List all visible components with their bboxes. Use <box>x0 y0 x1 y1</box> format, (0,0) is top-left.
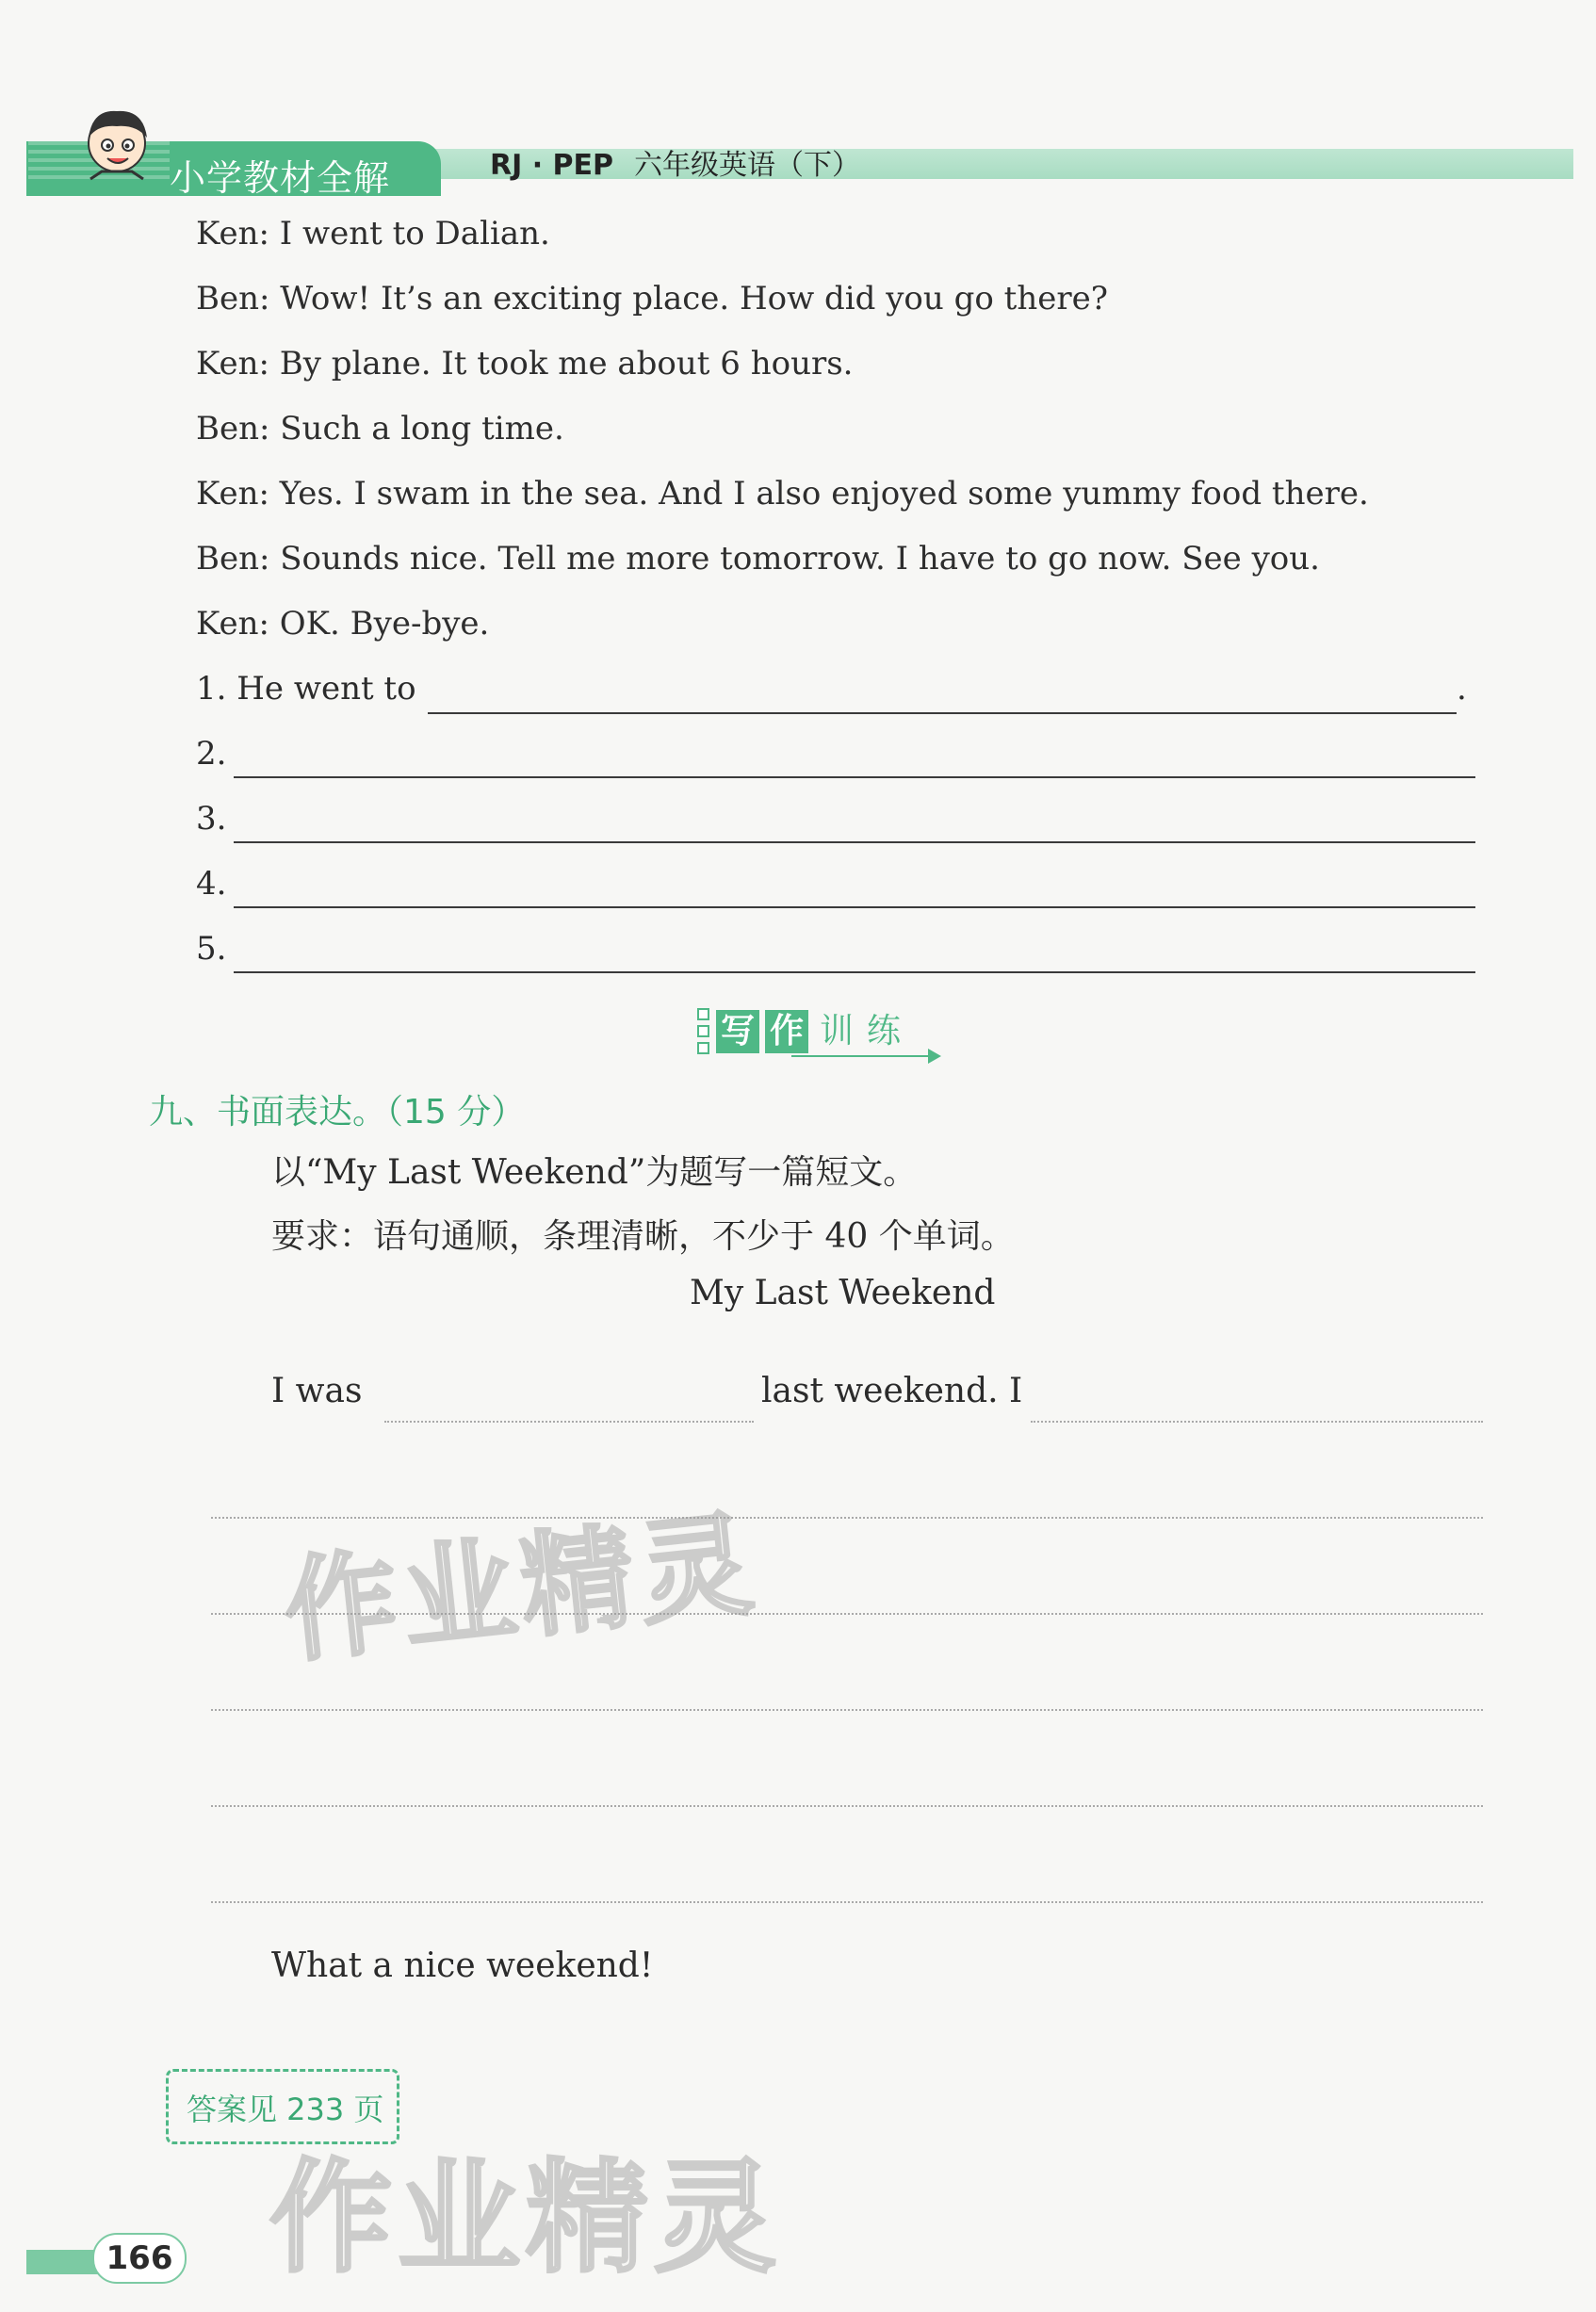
question-number: 5. <box>196 930 227 968</box>
grade-label: 六年级英语（下） <box>634 149 861 182</box>
writing-blank[interactable] <box>384 1421 754 1423</box>
banner-char: 作 <box>765 1010 808 1053</box>
question-number: 1. <box>196 670 227 708</box>
banner-dot <box>697 1008 709 1020</box>
banner-dot <box>697 1042 709 1054</box>
dialogue-line: Ken: I went to Dalian. <box>196 215 550 252</box>
dialogue-line: Ken: Yes. I swam in the sea. And I also enjoyed some yummy food there. <box>196 475 1369 513</box>
writing-instruction: 以“My Last Weekend”为题写一篇短文。 <box>271 1153 918 1192</box>
banner-arrow-line <box>791 1055 933 1057</box>
book-title: 小学教材全解 <box>170 157 391 199</box>
question-number: 3. <box>196 800 227 838</box>
banner-char: 训 <box>820 1012 855 1050</box>
book-series <box>490 141 860 183</box>
answer-line-4[interactable] <box>234 906 1475 908</box>
banner-char: 练 <box>867 1012 902 1050</box>
banner-char: 写 <box>716 1010 759 1053</box>
dialogue-line: Ken: By plane. It took me about 6 hours. <box>196 345 854 383</box>
question-1 <box>196 670 416 708</box>
dialogue-line: Ken: OK. Bye-bye. <box>196 605 490 643</box>
watermark-text: 作业精灵 <box>269 2146 783 2289</box>
dialogue-line: Ben: Sounds nice. Tell me more tomorrow. I have to go now. See you. <box>196 540 1320 578</box>
writing-line[interactable] <box>211 1805 1483 1807</box>
series-code: RJ · PEP <box>490 149 614 182</box>
writing-requirement: 要求：语句通顺，条理清晰，不少于 40 个单词。 <box>271 1217 1015 1256</box>
dialogue-line: Ben: Wow! It’s an exciting place. How did you go there? <box>196 280 1108 317</box>
answer-line-5[interactable] <box>234 971 1475 973</box>
writing-line[interactable] <box>211 1709 1483 1711</box>
question-end: . <box>1457 670 1467 708</box>
writing-line[interactable] <box>211 1901 1483 1903</box>
answer-line-2[interactable] <box>234 776 1475 778</box>
essay-title: My Last Weekend <box>690 1274 996 1312</box>
essay-closing: What a nice weekend! <box>271 1946 654 1985</box>
arrow-right-icon <box>928 1049 941 1064</box>
essay-starter-a: I was <box>271 1372 363 1410</box>
answer-reference-text: 答案见 233 页 <box>187 2092 384 2127</box>
section-title: 九、书面表达。（15 分） <box>149 1093 526 1132</box>
writing-blank[interactable] <box>1031 1421 1483 1423</box>
essay-starter-b: last weekend. I <box>761 1372 1023 1410</box>
question-number: 2. <box>196 735 227 773</box>
answer-line-3[interactable] <box>234 841 1475 843</box>
answer-line-1[interactable] <box>428 712 1457 714</box>
question-prompt: He went to <box>236 670 416 708</box>
watermark-text: 作业精灵 <box>278 1498 764 1679</box>
banner-dot <box>697 1025 709 1037</box>
mascot-boy-icon <box>70 104 164 194</box>
question-number: 4. <box>196 865 227 903</box>
dialogue-line: Ben: Such a long time. <box>196 410 564 448</box>
page-number: 166 <box>92 2233 187 2284</box>
writing-practice-banner <box>697 1004 952 1061</box>
